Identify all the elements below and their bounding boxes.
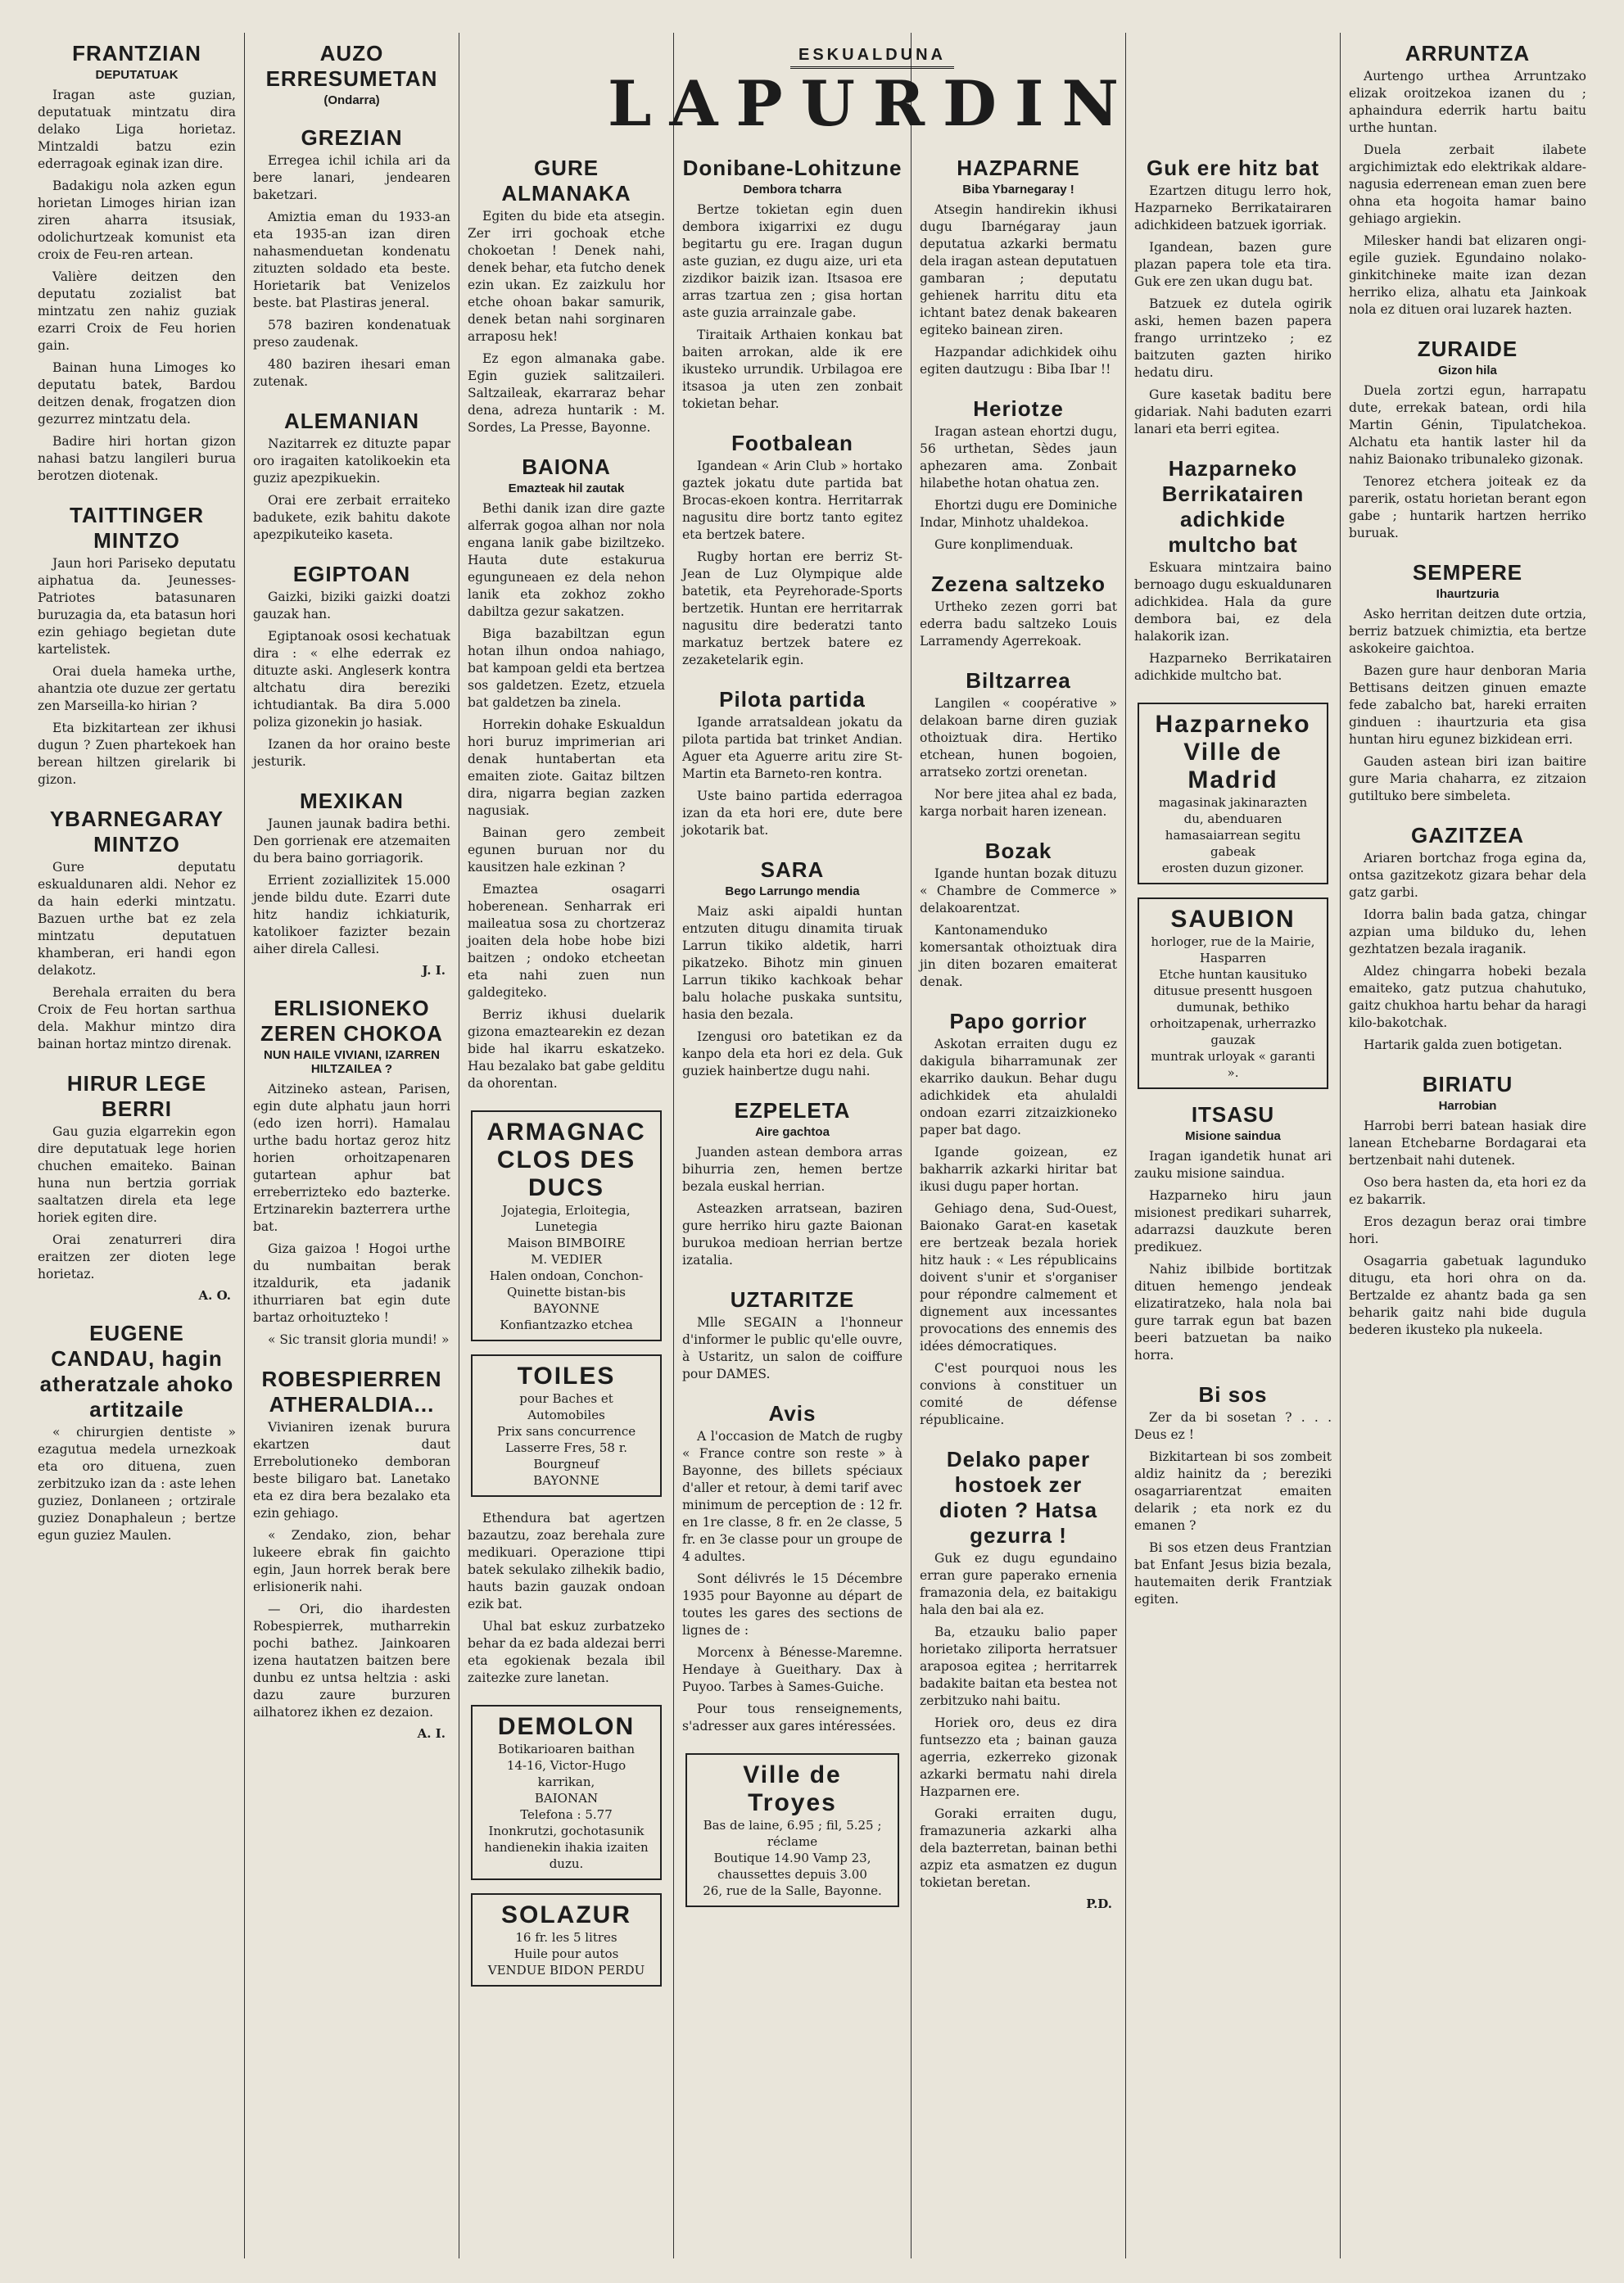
article-title: SEMPERE (1412, 560, 1523, 585)
article-paragraph: Igande huntan bozak dituzu « Chambre de Commerce » delakoarentzat. (920, 866, 1117, 915)
article (1134, 1382, 1332, 1608)
article-title: ITSASU (1191, 1102, 1275, 1127)
advertisement (471, 1705, 662, 1880)
ad-line: 26, rue de la Salle, Bayonne. (703, 1883, 882, 1898)
article-paragraph: A l'occasion de Match de rugby « France contre son reste » à Bayonne, des billets spéciaux d'aller et retour, à demi tarif avec minimum de perception de : 12 fr. en 1re classe, 8 fr. en 2e classe, 5 fr. en 3e classe pour un groupe de 4 adultes. (682, 1429, 902, 1564)
article-subtitle: Bego Larrungo mendia (725, 884, 860, 898)
ad-line: Boutique 14.90 Vamp 23, chaussettes depuis 3.00 (713, 1851, 871, 1882)
article-paragraph: Badakigu nola azken egun horietan Limoges hirian izan ziren aharra itsusiak, odolichurtzeak komunist eta croix de Feu-ren artean. (38, 179, 236, 262)
article (253, 41, 450, 107)
article-paragraph: Jaunen jaunak badira bethi. Den gorrienak ere atzemaiten du bera baino gorriagorik. (253, 816, 450, 866)
article (38, 1321, 236, 1544)
article (920, 839, 1117, 991)
ad-line: Bas de laine, 6.95 ; fil, 5.25 ; réclame (703, 1818, 882, 1849)
article-paragraph: C'est pourquoi nous les convions à constituer un comité de défense républicaine. (920, 1361, 1117, 1427)
article-title: EUGENE CANDAU, hagin atheratzale ahoko artitzaile (39, 1321, 234, 1422)
article-paragraph: Guk ez dugu egundaino erran gure paperako ernenia framazonia dela, ez baitakigu hala den bai ala ez. (920, 1551, 1117, 1617)
article-paragraph: Jaun hori Pariseko deputatu aiphatua da. Jeunesses-Patriotes batasunaren buruzagia da, eta batasun hori ezin gehiago begietan dute kartelistek. (38, 556, 236, 657)
article-paragraph: Juanden astean dembora arras bihurria zen, hemen bertze bezala euskal herrian. (682, 1145, 902, 1194)
article (253, 996, 450, 1349)
ad-headline: TOILES (517, 1363, 616, 1390)
article-title: Bozak (984, 839, 1052, 863)
article-paragraph: Igande goizean, ez bakharrik azkarki hiritar bat ikusi dugu paper hortan. (920, 1145, 1117, 1194)
columns (29, 33, 1595, 2258)
article-paragraph: Ethendura bat agertzen bazautzu, zoaz berehala zure medikuari. Operazione ttipi batek sekulako zilhekik badio, hauts bazin gauzak ondoan ezik bat. (468, 1511, 665, 1612)
article-paragraph: Asko herritan deitzen dute ortzia, berriz batzuek chimiztia, eta bertze askokeire gaichtoa. (1349, 607, 1586, 656)
article (920, 668, 1117, 821)
article-title: Zezena saltzeko (931, 572, 1106, 596)
article-paragraph: Gau guzia elgarrekin egon dire deputatuak lege horien chuchen emaiteko. Bainan huna nun bertzia gorriak saaltatzen direla eta lege horiek egiten dire. (38, 1124, 236, 1225)
ad-line: Huile pour autos (513, 1946, 619, 1961)
article-paragraph: Tiraitaik Arthaien konkau bat baiten arrokan, alde ik ere ikusteko urrundik. Urbilagoa ere itsasoa ja uten zen zonbait tokietan behar. (682, 328, 902, 411)
article-paragraph: Aurtengo urthea Arruntzako elizak oroitzekoa izanen du ; aphaindura ederrik hartu baitu urthe huntan. (1349, 69, 1586, 135)
article-paragraph: Ezartzen ditugu lerro hok, Hazparneko Berrikatairaren adichkideen batzuek igorriak. (1134, 183, 1332, 233)
article-paragraph: Amiztia eman du 1933-an eta 1935-an izan diren nahasmenduetan kondenatu zituzten soldado eta beste. Horietarik bat Venizelos beste. bat Plastiras jeneral. (253, 210, 450, 310)
article-paragraph: Langilen « coopérative » delakoan barne diren guziak othoiztuak dira. Hertiko etchean, hunen bogoien, arratseko zortzi orenetan. (920, 696, 1117, 780)
article-paragraph: Nazitarrek ez dituzte papar oro iragaiten katolikoekin eta guziz apezpikuekin. (253, 436, 450, 486)
article-paragraph: Duela zerbait ilabete argichimiztak edo elektrikak aldare-nagusia ederrenean eman zuen bere ohna eta hogoita hamar baino gehiago argiekin. (1349, 142, 1586, 226)
article-paragraph: Bizkitartean bi sos zombeit aldiz hainitz da ; bereziki osagarriarentzat emaiten delarik ; eta nork ez du emanen ? (1134, 1449, 1332, 1533)
ad-line: BAIONAN (534, 1791, 599, 1806)
article-title: EGIPTOAN (292, 562, 411, 586)
article-paragraph: Egiptanoak ososi kechatuak dira : « elhe ederrak ez dituzte aski. Angleserk kontra altchatu dira bereziki ichtudiantak. Ba dira 5.000 poliza gizonekin jo hasiak. (253, 629, 450, 730)
article-signature: J. I. (422, 963, 446, 978)
article-subtitle: Gizon hila (1438, 364, 1497, 377)
article-paragraph: Igandean, bazen gure plazan papera tole eta tira. Guk ere zen ukan dugu bat. (1134, 240, 1332, 289)
article-signature: A. O. (198, 1288, 231, 1303)
article-paragraph: Aldez chingarra hobeki bezala emaiteko, gatz putzua chahutuko, gaitz chukhoa hartu behar da haragi kilo-bakotchak. (1349, 964, 1586, 1030)
article-paragraph: Iragan astean ehortzi dugu, 56 urthetan, Sèdes jaun aphezaren ama. Zonbait hilabethe hotan ohatua zen. (920, 424, 1117, 491)
article-paragraph: Duela zortzi egun, harrapatu dute, errekak batean, ordi hila Martin Génin, Tipulatchekoa. Alchatu eta hantik laster hil da nahiz Baionako tribunaleko gizonak. (1349, 383, 1586, 467)
article-title: AUZO ERRESUMETAN (265, 41, 438, 91)
article-paragraph: Kantonamenduko komersantak othoiztuak dira jin diten bozaren emaiterat denak. (920, 923, 1117, 989)
article-paragraph: Bainan huna Limoges ko deputatu batek, Bardou deitzen denak, frogatzen dion gezurrez mintzatu dela. (38, 360, 236, 427)
article-paragraph: Bethi danik izan dire gazte alferrak gogoa alhan nor nola engana lanik gabe biziltzeko. Hauta dute estakurua egunguneaen ez dela nehon lanik eta zokhoz zokho dabiltza gezur sakatzen. (468, 501, 665, 619)
article-title: BAIONA (522, 454, 611, 479)
article-title: GURE ALMANAKA (501, 156, 631, 206)
article-paragraph: Egiten du bide eta atsegin. Zer irri gochoak etche chokoetan ! Denek nahi, denek behar, eta futcho denek ezin ukan. Ez zaizkulu hor etche ohoan bakar samurik, denek betan nahi sorginaren arraposu hek! (468, 209, 665, 344)
article (1349, 41, 1586, 319)
article-paragraph: 578 baziren kondenatuak preso zaudenak. (253, 318, 450, 350)
article-paragraph: Igande arratsaldean jokatu da pilota partida bat trinket Andian. Aguer eta Aguerre aritu zire St-Martin eta Barneto-ren kontra. (682, 715, 902, 781)
article-subtitle: Dembora tcharra (743, 183, 842, 197)
ad-headline: ARMAGNAC CLOS DES DUCS (486, 1119, 646, 1201)
advertisement (471, 1110, 662, 1341)
article-paragraph: Hazparneko hiru jaun misionest predikari suharrek, adarrazsi dauzkute beren predikuez. (1134, 1188, 1332, 1255)
article-title: GAZITZEA (1411, 823, 1524, 848)
article-paragraph: Errient zoziallizitek 15.000 jende bildu dute. Ezarri dute hitz handiz ichkiaturik, katolikoer fazizter bezain aiher direla Callesi. (253, 873, 450, 956)
ad-line: horloger, rue de la Mairie, Hasparren (1151, 934, 1315, 965)
ad-line: VENDUE BIDON PERDU (487, 1963, 645, 1978)
article-paragraph: Valière deitzen den deputatu zozialist bat mintzatu zen nahiz guziak ezarri Croix de Feu horien gain. (38, 269, 236, 353)
article-title: ARRUNTZA (1405, 41, 1531, 66)
ad-headline: SAUBION (1170, 906, 1296, 933)
article-paragraph: Gure konplimenduak. (934, 537, 1074, 552)
article-paragraph: Hazparneko Berrikatairen adichkide multcho bat. (1134, 651, 1332, 683)
ad-headline: Hazparneko Ville de Madrid (1155, 711, 1311, 793)
advertisement (1138, 703, 1328, 884)
article (1349, 337, 1586, 542)
article-paragraph: Biga bazabiltzan egun hotan ilhun ondoa nahiago, bat kampoan geldi eta bertzea sos galdetzen. Ezetz, etzuela bat galdetzen ba zinela. (468, 626, 665, 710)
article (1349, 560, 1586, 805)
article-title: GREZIAN (301, 125, 403, 150)
ad-headline: SOLAZUR (501, 1901, 631, 1928)
article-paragraph: Eros dezagun beraz orai timbre hori. (1349, 1214, 1586, 1246)
article-paragraph: Izanen da hor oraino beste jesturik. (253, 737, 450, 769)
article-paragraph: Idorra balin bada gatza, chingar azpian uma bilduko du, lehen gezhtatzen bezala iraganik. (1349, 907, 1586, 956)
article (1349, 1072, 1586, 1339)
article-paragraph: Bazen gure haur denboran Maria Bettisans deitzen ginuen emazte fede zabalcho bat, hareki erraiten ginduen : ihaurtzuria eta gisa huntan hiru egunez bizkidean erri. (1349, 663, 1586, 747)
article (468, 1510, 665, 1687)
article-paragraph: Nahiz ibilbide bortitzak dituen hemengo jendeak elizatiratzeko, hala nola bai gure tarrak egun bat bazen beeri batzuetan ba naiko horra. (1134, 1262, 1332, 1363)
article-paragraph: Iragan aste guzian, deputatuak mintzatu dira delako Liga horietaz. Mintzaldi batzu ezin ederragoak eginak izan dire. (38, 88, 236, 171)
article-paragraph: Askotan erraiten dugu ez dakigula biharramunak zer ekarriko daukun. Behar dugu adichkidek eta ahulaldi ondoan ezarri zitzaizkioneko paper bat dago. (920, 1037, 1117, 1137)
article-paragraph: Bertze tokietan egin duen dembora ixigarrixi ez dugu begitartu gu ere. Iragan dugun aste guzian, ez dugu aize, uri eta zizdikor baizik izan. Itsasoa ere arras tzartua zen ; gisa hortan aste guzia arrainzale gabe. (682, 202, 902, 320)
article (682, 1287, 902, 1383)
article-title: YBARNEGARAY MINTZO (49, 807, 224, 857)
article-title: Papo gorrior (949, 1009, 1088, 1033)
ad-line: 16 fr. les 5 litres (515, 1930, 617, 1945)
article-paragraph: Izengusi oro batetikan ez da kanpo dela eta hori ez dela. Guk guziek hainbertze dugu nahi. (682, 1029, 902, 1078)
article-paragraph: Gaizki, biziki gaizki doatzi gauzak han. (253, 590, 450, 622)
ad-line: erosten duzun gizoner. (1161, 861, 1305, 875)
article-title: ROBESPIERREN ATHERALDIA... (261, 1367, 442, 1417)
article-title: Footbalean (731, 431, 853, 455)
column-4 (673, 33, 911, 2258)
article-paragraph: Milesker handi bat elizaren ongi-egile guziek. Egundaino nolako-ginkitchineke maite izan dezan herriko eliza, alhatu eta Jainkoak nola ez dituen orai luzarek hazten. (1349, 233, 1586, 317)
article-paragraph: Batzuek ez dutela ogirik aski, hemen bazen papera frango urrintzeko ; ez baitzuten gazten hiriko hedatu diru. (1134, 296, 1332, 380)
article-title: ERLISIONEKO ZEREN CHOKOA (260, 996, 443, 1046)
article-paragraph: Oso bera hasten da, eta hori ez da ez bakarrik. (1349, 1175, 1586, 1207)
article-paragraph: Gure deputatu eskualdunaren aldi. Nehor ez da hain ederki mintzatu. Bazuen urthe bat ez zela mintzatu deputatuen khamberan, eri handi egon delakotz. (38, 860, 236, 978)
article-paragraph: Eta bizkitartean zer ikhusi dugun ? Zuen phartekoek han berean hiltzen girelarik bi gizon. (38, 721, 236, 787)
masthead (467, 46, 1278, 140)
article-paragraph: Gure kasetak baditu bere gidariak. Nahi baduten ezarri lanari eta berri egitea. (1134, 387, 1332, 436)
article-paragraph: Uste baino partida ederragoa izan da eta hori ere, dute bere jokotarik bat. (682, 789, 902, 838)
column-7 (1340, 33, 1595, 2258)
article (253, 409, 450, 544)
article-signature: P.D. (1086, 1896, 1112, 1911)
article-paragraph: Pour tous renseignements, s'adresser aux gares intéressées. (682, 1702, 902, 1734)
article-subtitle: DEPUTATUAK (95, 68, 179, 82)
article (682, 1098, 902, 1269)
article-paragraph: — Ori, dio ihardesten Robespierrek, mutharrekin pochi bathez. Jainkoaren izena hautatzen baitzen bere dunbu ez untsa heltzia : aski dazu zaure burzuren ailhatorez ikhen ez dezaion. (253, 1602, 450, 1720)
article (920, 396, 1117, 554)
article (38, 807, 236, 1053)
article-title: Pilota partida (719, 687, 866, 712)
article-paragraph: Igandean « Arin Club » hortako gaztek jokatu dute partida bat Brocas-ekoen kontra. Herritarrak nagusitu dire bortz tanto egitez eta bertzek batere. (682, 459, 902, 542)
article (38, 503, 236, 789)
article-paragraph: Aitzineko astean, Parisen, egin dute alphatu jaun horri (edo izen horri). Hamalau urthe badu hortaz geroz hitz horien orhoitzapenaren gutartean aphur bat erreberrizteko edo bazterke. Ertzinarekin bazterrera urthe bat. (253, 1082, 450, 1234)
article-title: FRANTZIAN (72, 41, 201, 66)
ad-line: Konfiantzazko etchea (500, 1318, 633, 1332)
article (253, 125, 450, 391)
article-title: MEXIKAN (300, 789, 404, 813)
article-title: Delako paper hostoek zer dioten ? Hatsa gezurra ! (939, 1447, 1098, 1548)
article-subtitle: Biba Ybarnegaray ! (962, 183, 1074, 197)
column-2 (244, 33, 459, 2258)
article-paragraph: Uhal bat eskuz zurbatzeko behar da ez bada aldezai berri eta egokienak bezala ibil zaitezke zure lanetan. (468, 1619, 665, 1685)
article-title: Hazparneko Berrikatairen adichkide multcho bat (1161, 456, 1305, 557)
ad-headline: Ville de Troyes (743, 1761, 842, 1816)
article (920, 1447, 1117, 1911)
ad-headline: DEMOLON (497, 1713, 636, 1740)
article-paragraph: Ariaren bortchaz froga egina da, ontsa gazitzekotz gizara behar dela gatz garbi. (1349, 851, 1586, 900)
article-paragraph: Iragan igandetik hunat ari zauku misione saindua. (1134, 1149, 1332, 1181)
article-paragraph: Tenorez etchera joiteak ez da parerik, ostatu horietan berant egon gabe ; huntarik hartzen herriko buruak. (1349, 474, 1586, 540)
ad-line: Botikarioaren baithan (498, 1742, 635, 1756)
masthead-title: LAPURDIN (608, 67, 1137, 140)
article-paragraph: « Zendako, zion, behar lukeere ebrak fin gaichto egin, Jaun horrek berak bere erlisionerik nahi. (253, 1528, 450, 1594)
article-paragraph: « chirurgien dentiste » ezagutua medela urnezkoak eta oro dituena, zuen zerbitzuko izan da : aste lehen guziez, Donlaneen ; ortzirale guziez Donaphaleun ; bertze egun guziez Maulen. (38, 1425, 236, 1543)
article-title: Guk ere hitz bat (1146, 156, 1320, 180)
article-paragraph: Goraki erraiten dugu, framazuneria azkarki alha dela bazterretan, bainan bethi azpiz eta asmatzen ez dugun tokietan beretan. (920, 1806, 1117, 1890)
article-title: HIRUR LEGE BERRI (66, 1071, 207, 1121)
article-title: Donibane-Lohitzune (682, 156, 902, 180)
article-paragraph: Hazpandar adichkidek oihu egiten dautzugu : Biba Ibar !! (920, 345, 1117, 377)
article-paragraph: Orai zenaturreri dira eraitzen zer dioten lege horietaz. (38, 1232, 236, 1282)
ad-line: BAYONNE (533, 1473, 599, 1488)
ad-line: magasinak jakinarazten du, abenduaren hamasaiarrean segitu gabeak (1158, 795, 1308, 859)
article-paragraph: Orai duela hameka urthe, ahantzia ote duzue zer gertatu zen Marseilla-ko hirian ? (38, 664, 236, 713)
article-paragraph: Urtheko zezen gorri bat ederra badu saltzeko Louis Larramendy Agerrekoak. (920, 599, 1117, 649)
article-paragraph: Horrekin dohake Eskualdun hori buruz imprimerian ari denak huntabertan eta emaiten ziote. Gaitaz biltzen dira, nigarra begian zazken nagusiak. (468, 717, 665, 818)
ad-line: Halen ondoan, Conchon-Quinette bistan-bis (489, 1268, 644, 1300)
article (682, 156, 902, 413)
article-paragraph: Ez egon almanaka gabe. Egin guziek salitzaileri. Saltzaileak, ekarraraz behar dena, adreza huntarik : M. Sordes, La Presse, Bayonne. (468, 351, 665, 435)
article-paragraph: Berehala erraiten du bera Croix de Feu hortan sarthua dela. Makhur mintzo dira bainan hortaz mintzo direnak. (38, 985, 236, 1051)
article-paragraph: Gehiago dena, Sud-Ouest, Baionako Garat-en kasetak ere bertzeak bezala horiek hitz hauk : « Les républicains doivent s'unir et s'organiser pour répondre calmement et dignement aux incessantes provocations des ennemis des idées démocratiques. (920, 1201, 1117, 1354)
article-paragraph: Hartarik galda zuen botigetan. (1364, 1038, 1563, 1052)
article-paragraph: Maiz aski aipaldi huntan entzuten ditugu dinamita tiruak Larrun tikiko aldetik, harri pikatzeko. Bihotz min ginuen Larrun tikiko kachkoak behar balu holache puskaka suntsitu, hasia den bezala. (682, 904, 902, 1022)
article (253, 789, 450, 978)
article-subtitle: Aire gachtoa (755, 1125, 830, 1139)
article-paragraph: Nor bere jitea ahal ez bada, karga norbait haren izenean. (920, 787, 1117, 819)
advertisement (685, 1753, 899, 1907)
ad-line: Etche huntan kausituko ditusue presentt husgoen dumunak, bethiko orhoitzapenak, urherrazko gauzak (1150, 967, 1316, 1047)
article-subtitle: Ihaurtzuria (1436, 587, 1500, 601)
article-title: TAITTINGER MINTZO (69, 503, 205, 553)
article-paragraph: Sont délivrés le 15 Décembre 1935 pour Bayonne au départ de toutes les gares des sections de lignes de : (682, 1571, 902, 1638)
ad-line: Maison BIMBOIRE (507, 1236, 626, 1250)
article-paragraph: Atsegin handirekin ikhusi dugu Ibarnégaray jaun deputatua azkarki bermatu dela iragan astean deputatuen gambaran ; deputatu gehienek harritu ditu eta ichtant batez denak bakearen egiteko bainean ziren. (920, 202, 1117, 337)
article (682, 1401, 902, 1735)
article-paragraph: Erregea ichil ichila ari da bere lanari, jendearen baketzari. (253, 153, 450, 202)
article-paragraph: Vivianiren izenak burura ekartzen daut Errebolutioneko demboran beste biligaro bat. Lanetako eta ez dira bera bezalako eta ezin gehiago. (253, 1420, 450, 1521)
ad-line: BAYONNE (533, 1301, 599, 1316)
article (38, 41, 236, 485)
article (1349, 823, 1586, 1054)
ad-line: Lasserre Fres, 58 r. Bourgneuf (505, 1440, 627, 1472)
article-paragraph: Harrobi berri batean hasiak dire lanean Etchebarne Bordagarai eta bertzenbait nahi dutenek. (1349, 1119, 1586, 1168)
article-subtitle: (Ondarra) (323, 93, 380, 107)
article-paragraph: Asteazken arratsean, baziren gure herriko hiru gazte Baionan burukoa medioan herrian bertze izatalia. (682, 1201, 902, 1268)
advertisement (471, 1354, 662, 1497)
column-5 (911, 33, 1125, 2258)
article-title: UZTARITZE (730, 1287, 855, 1312)
article-paragraph: Badire hiri hortan gizon nahasi batzu langileri burua berotzen diotenak. (38, 434, 236, 483)
article (38, 1071, 236, 1303)
article-paragraph: Berriz ikhusi duelarik gizona emaztearekin ez dezan bide hal ikarru eskatzeko. Hau bezalako bat gabe gelditu da ohorentan. (468, 1007, 665, 1091)
article (1134, 156, 1332, 438)
article-title: EZPELETA (734, 1098, 851, 1123)
article-title: Biltzarrea (966, 668, 1071, 693)
article-signature: A. I. (417, 1726, 446, 1741)
article-paragraph: Giza gaizoa ! Hogoi urthe du numbaitan berak itzaldurik, eta jadanik ithurriaren bat egin dute bartaz orhoituzteko ! (253, 1241, 450, 1325)
article-paragraph: Horiek oro, deus ez dira funtsezzo eta ; bainan gauza agerria, ezkerreko gizonak azkarki bermatu nahi direla Hazparnen ere. (920, 1716, 1117, 1799)
ad-line: muntrak urloyak « garanti ». (1151, 1049, 1315, 1080)
article-title: SARA (760, 857, 825, 882)
article (920, 156, 1117, 378)
article-paragraph: Eskuara mintzaira baino bernoago dugu eskualdunaren adichkidea. Hala da gure dembora bai, ez dela halakorik izan. (1134, 560, 1332, 644)
ad-line: M. VEDIER (531, 1252, 602, 1267)
article-paragraph: Rugby hortan ere berriz St-Jean de Luz Olympique alde batetik, eta Peyrehorade-Sports bertzetik. Huntan ere herritarrak nagusitu dire bederatzi tanto markatuz bertzek batere ez zezaketelarik egin. (682, 549, 902, 667)
article-paragraph: Mlle SEGAIN a l'honneur d'informer le public qu'elle ouvre, à Ustaritz, un salon de coiffure pour DAMES. (682, 1315, 902, 1381)
article-title: Bi sos (1198, 1382, 1268, 1407)
article-paragraph: « Sic transit gloria mundi! » (268, 1332, 450, 1347)
column-1 (29, 33, 244, 2258)
article-subtitle: NUN HAILE VIVIANI, IZARREN HILTZAILEA ? (263, 1048, 440, 1076)
advertisement (471, 1893, 662, 1987)
article (253, 562, 450, 771)
article-paragraph: Orai ere zerbait erraiteko badukete, ezik bahitu dakote apezpikuteiko kaseta. (253, 493, 450, 542)
article-paragraph: Morcenx à Bénesse-Maremne. Hendaye à Gueithary. Dax à Puyoo. Tarbes à Sames-Guiche. (682, 1645, 902, 1694)
article (468, 156, 665, 436)
article (920, 572, 1117, 650)
column-6 (1125, 33, 1340, 2258)
article (253, 1367, 450, 1741)
article-paragraph: Ba, etzauku balio paper horietako ziliporta herratsuer araposoa egitea ; herritarrek badakite baitan eta bestea not zerbitzuko nahi baitu. (920, 1625, 1117, 1708)
article-title: ZURAIDE (1417, 337, 1518, 361)
article-paragraph: Osagarria gabetuak lagunduko ditugu, eta hori ohra on da. Bertzalde ez ahantz bada ga sen beharik gaitz nahi bide dugula bederen ikusteko pla nukeela. (1349, 1254, 1586, 1337)
article-paragraph: Zer da bi sosetan ? . . . Deus ez ! (1134, 1410, 1332, 1442)
article-title: HAZPARNE (957, 156, 1080, 180)
article (682, 431, 902, 669)
article-title: Avis (768, 1401, 817, 1426)
article-paragraph: Gauden astean biri izan baitire gure Maria chaharra, ez zitzaion gutiltuko bere simbeleta. (1349, 754, 1586, 803)
ad-line: 14-16, Victor-Hugo karrikan, (506, 1758, 627, 1789)
article-paragraph: Bi sos etzen deus Frantzian bat Enfant Jesus bizia bezala, hautemaiten derik Frantziak egiten. (1134, 1540, 1332, 1607)
article-paragraph: Emaztea osagarri hoberenean. Senharrak eri maileatua sosa zu chortzeraz joaiten dela hobe hobe bizi baitzen ; ondoko etcheetan eta nahi zuen nun galdegiteko. (468, 882, 665, 1000)
article-paragraph: Ehortzi dugu ere Dominiche Indar, Minhotz uhaldekoa. (920, 498, 1117, 530)
article (468, 454, 665, 1092)
article-title: BIRIATU (1422, 1072, 1513, 1096)
article-paragraph: Bainan gero zembeit egunen buruan nor du kausitzen hale ezkinan ? (468, 825, 665, 875)
article-subtitle: Harrobian (1438, 1099, 1497, 1113)
ad-line: Jojategia, Erloitegia, Lunetegia (502, 1203, 631, 1234)
article (1134, 1102, 1332, 1364)
advertisement (1138, 897, 1328, 1089)
article-title: ALEMANIAN (284, 409, 419, 433)
ad-line: Prix sans concurrence (496, 1424, 636, 1439)
article (682, 857, 902, 1080)
article (1134, 456, 1332, 685)
article-paragraph: 480 baziren ihesari eman zutenak. (253, 357, 450, 389)
ad-line: Inonkrutzi, gochotasunik handienekin ihakia izaiten duzu. (484, 1824, 649, 1871)
article-subtitle: Misione saindua (1185, 1129, 1281, 1143)
masthead-kicker: ESKUALDUNA (790, 46, 954, 69)
article (682, 687, 902, 839)
article-subtitle: Emazteak hil zautak (508, 481, 625, 495)
article (920, 1009, 1117, 1429)
ad-line: pour Baches et Automobiles (519, 1391, 613, 1422)
article-title: Heriotze (973, 396, 1064, 421)
ad-line: Telefona : 5.77 (520, 1807, 613, 1822)
column-3 (459, 33, 673, 2258)
